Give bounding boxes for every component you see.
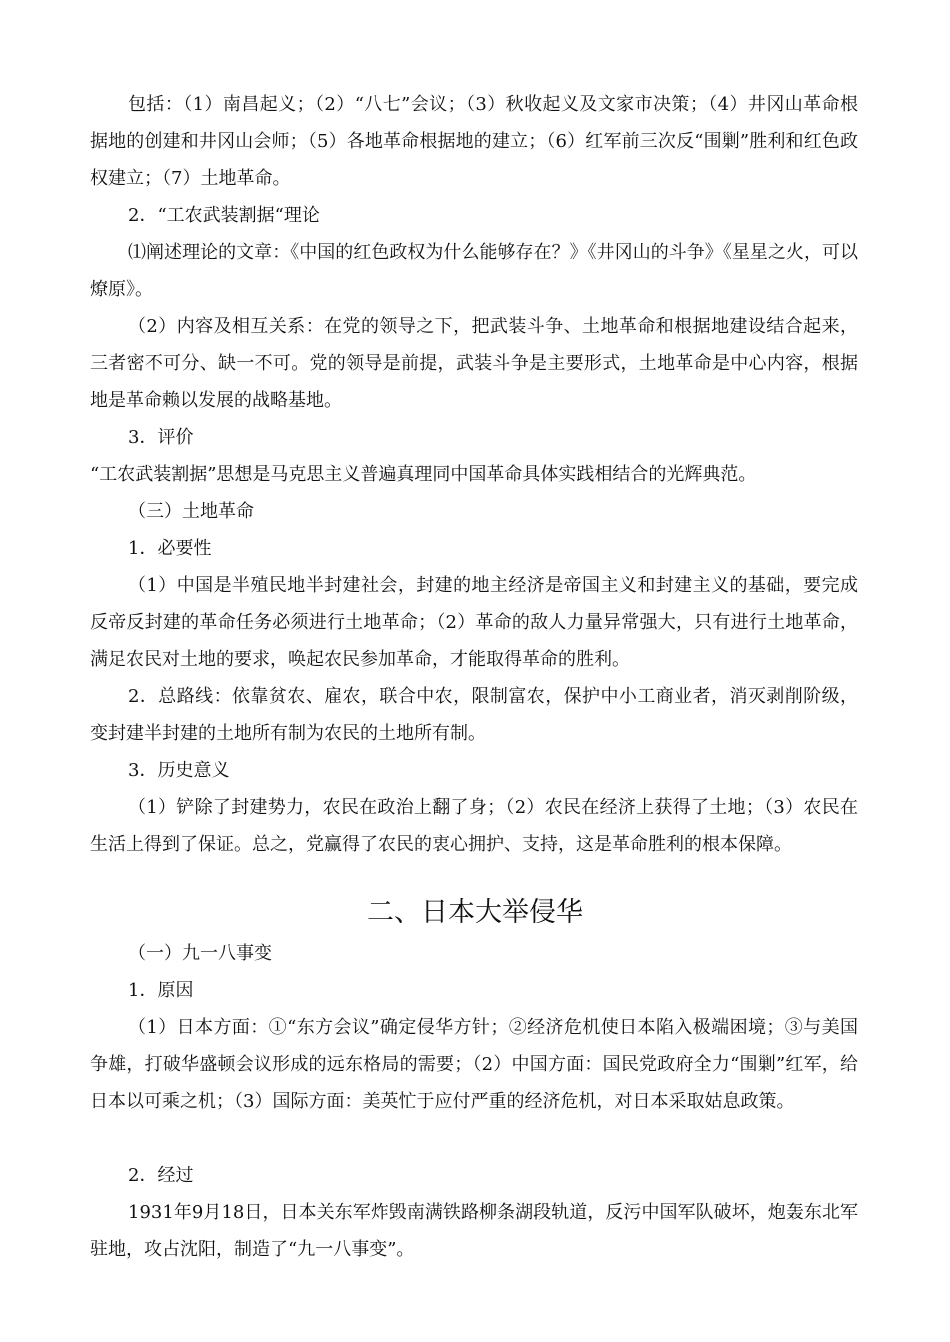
paragraph-significance: （1）铲除了封建势力，农民在政治上翻了身；（2）农民在经济上获得了土地；（3）农民在生活上得到了保证。总之，党赢得了农民的衷心拥护、支持，这是革命胜利的根本保障。 (90, 797, 858, 855)
paragraph-events: 包括：（1）南昌起义；（2）“八七”会议；（3）秋收起义及文家市决策；（4）井冈山革命根据地的创建和井冈山会师；（5）各地革命根据地的建立；（6）红军前三次反“围剿”胜利和红色政权建立；（7）土地革命。 (90, 94, 858, 189)
subheading-918-incident: （一）九一八事变 (128, 943, 272, 964)
paragraph-content-relations: （2）内容及相互关系：在党的领导之下，把武装斗争、土地革命和根据地建设结合起来，三者密不可分、缺一不可。党的领导是前提，武装斗争是主要形式，土地革命是中心内容，根据地是革命赖以发展的战略基地。 (90, 316, 858, 411)
paragraph-process: 1931年9月18日，日本关东军炸毁南满铁路柳条湖段轨道，反污中国军队破坏，炮轰东北军驻地，攻占沈阳，制造了“九一八事变”。 (90, 1202, 858, 1260)
subheading-land-revolution: （三）土地革命 (128, 501, 254, 522)
paragraph-articles: ⑴阐述理论的文章：《中国的红色政权为什么能够存在？》《井冈山的斗争》《星星之火，可以燎原》。 (90, 242, 858, 300)
subheading-theory: 2．“工农武装割据“理论 (128, 205, 320, 226)
subheading-evaluation: 3．评价 (128, 427, 194, 448)
subheading-necessity: 1．必要性 (128, 538, 212, 559)
section-heading: 二、日本大举侵华 (367, 897, 583, 928)
paragraph-evaluation: “工农武装割据”思想是马克思主义普遍真理同中国革命具体实践相结合的光辉典范。 (90, 464, 757, 485)
subheading-causes: 1．原因 (128, 980, 194, 1001)
subheading-significance: 3．历史意义 (128, 760, 230, 781)
paragraph-general-line: 2．总路线：依靠贫农、雇农，联合中农，限制富农，保护中小工商业者，消灭剥削阶级，变封建半封建的土地所有制为农民的土地所有制。 (90, 686, 858, 744)
subheading-process: 2．经过 (128, 1165, 194, 1186)
paragraph-necessity: （1）中国是半殖民地半封建社会，封建的地主经济是帝国主义和封建主义的基础，要完成反帝反封建的革命任务必须进行土地革命；（2）革命的敌人力量异常强大，只有进行土地革命，满足农民对土地的要求，唤起农民参加革命，才能取得革命的胜利。 (90, 575, 858, 670)
paragraph-causes: （1）日本方面：①“东方会议”确定侵华方针；②经济危机使日本陷入极端困境；③与美国争雄，打破华盛顿会议形成的远东格局的需要；（2）中国方面：国民党政府全力“围剿”红军，给日本以可乘之机；（3）国际方面：美英忙于应付严重的经济危机，对日本采取姑息政策。 (90, 1017, 858, 1112)
